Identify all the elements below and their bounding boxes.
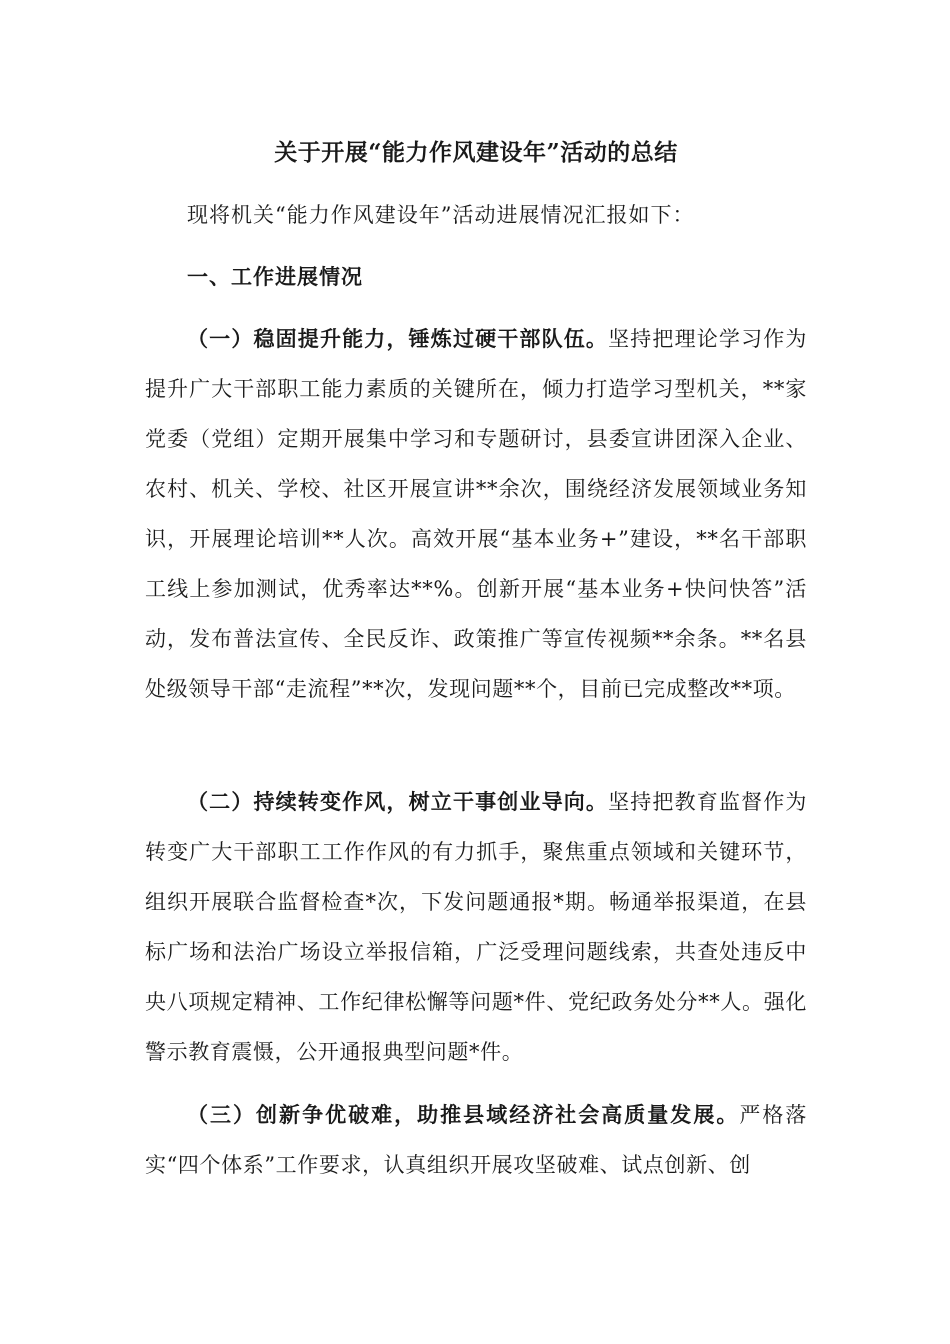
paragraph-3-lead: （三）创新争优破难，助推县域经济社会高质量发展。	[187, 1102, 740, 1127]
paragraph-1	[145, 314, 807, 714]
paragraph-2-body: 坚持把教育监督作为转变广大干部职工工作作风的有力抓手，聚焦重点领域和关键环节，组织开展联合监督检查*次，下发问题通报*期。畅通举报渠道，在县标广场和法治广场设立举报信箱，广泛受理问题线索，共查处违反中央八项规定精神、工作纪律松懈等问题*件、党纪政务处分**人。强化警示教育震慑，公开通报典型问题*件。	[145, 790, 807, 1064]
paragraph-2	[145, 777, 807, 1077]
paragraph-3	[145, 1090, 807, 1190]
document-title: 关于开展“能力作风建设年”活动的总结	[274, 139, 678, 166]
paragraph-3-body: 严格落实“四个体系”工作要求，认真组织开展攻坚破难、试点创新、创	[145, 1103, 807, 1177]
section-heading-1: 一、工作进展情况	[187, 264, 363, 289]
intro-paragraph: 现将机关“能力作风建设年”活动进展情况汇报如下：	[187, 203, 695, 227]
paragraph-1-lead: （一）稳固提升能力，锤炼过硬干部队伍。	[187, 326, 609, 351]
paragraph-1-body: 坚持把理论学习作为提升广大干部职工能力素质的关键所在，倾力打造学习型机关，**家党委（党组）定期开展集中学习和专题研讨，县委宣讲团深入企业、农村、机关、学校、社区开展宣讲**余次，围绕经济发展领域业务知识，开展理论培训**人次。高效开展“基本业务+”建设，**名干部职工线上参加测试，优秀率达**%。创新开展“基本业务+快问快答”活动，发布普法宣传、全民反诈、政策推广等宣传视频**余条。**名县处级领导干部“走流程”**次，发现问题**个，目前已完成整改**项。	[145, 327, 807, 701]
paragraph-2-lead: （二）持续转变作风，树立干事创业导向。	[187, 789, 609, 814]
